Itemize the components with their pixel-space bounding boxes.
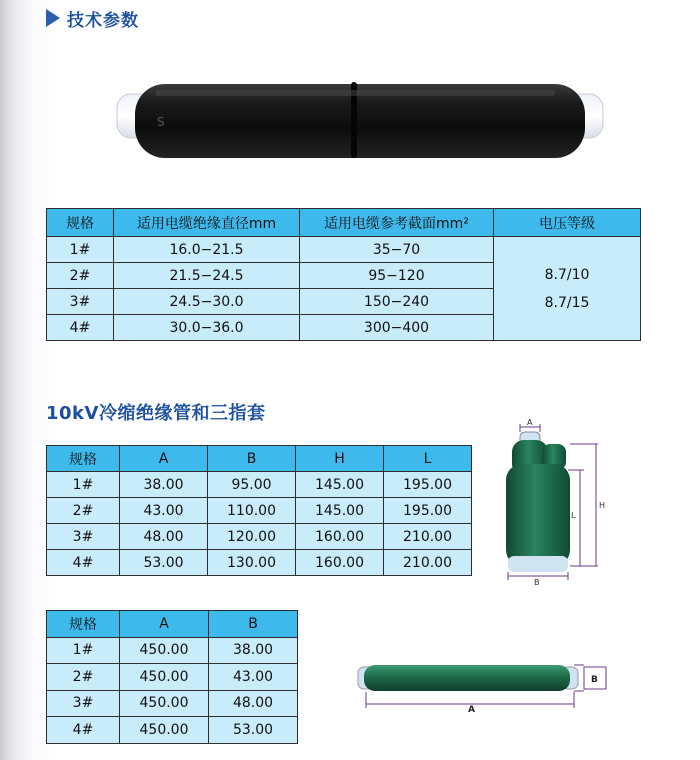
cell-diameter: 24.5−30.0: [114, 289, 300, 315]
table-header-cell: 电压等级: [494, 209, 641, 237]
table-row: [47, 637, 298, 664]
table-header-cell: A: [120, 611, 209, 638]
section-title: 技术参数: [67, 10, 139, 31]
cell-section: 150−240: [300, 289, 494, 315]
table-row: [47, 498, 472, 524]
cell: 3#: [47, 524, 120, 550]
cell: 210.00: [384, 524, 472, 550]
table-row: [47, 690, 298, 717]
cell-section: 300−400: [300, 315, 494, 341]
cell-spec: 4#: [47, 315, 114, 341]
cell: 2#: [47, 664, 120, 691]
svg-text:S: S: [157, 115, 165, 129]
dim-label-a: A: [527, 418, 533, 427]
table-header-cell: B: [209, 611, 298, 638]
table-header-cell: H: [296, 446, 384, 472]
cell: 48.00: [209, 690, 298, 717]
cell-spec: 2#: [47, 263, 114, 289]
table-row: [47, 717, 298, 744]
cell: 450.00: [120, 637, 209, 664]
cell: 130.00: [208, 550, 296, 576]
cell: 160.00: [296, 550, 384, 576]
cell: 53.00: [209, 717, 298, 744]
cell: 95.00: [208, 472, 296, 498]
table-breakout-dimensions: [46, 445, 472, 576]
dim-label-b: B: [534, 578, 540, 586]
table-tube-dimensions: [46, 610, 298, 744]
cell-section: 95−120: [300, 263, 494, 289]
table-row: [47, 664, 298, 691]
cell: 195.00: [384, 498, 472, 524]
table-header-cell: A: [120, 446, 208, 472]
voltage-value: 8.7/15: [544, 294, 590, 311]
insulation-tube-diagram: [352, 658, 612, 714]
table-header-cell: 规格: [47, 209, 114, 237]
cell: 210.00: [384, 550, 472, 576]
table-row: [47, 550, 472, 576]
cell: 2#: [47, 498, 120, 524]
table-header-cell: B: [208, 446, 296, 472]
cell: 145.00: [296, 498, 384, 524]
cell: 38.00: [209, 637, 298, 664]
cell: 1#: [47, 472, 120, 498]
table-row: [47, 524, 472, 550]
cell: 48.00: [120, 524, 208, 550]
cell: 53.00: [120, 550, 208, 576]
table-header-cell: 规格: [47, 611, 120, 638]
dim-label-h: H: [599, 501, 606, 510]
table-header-cell: 适用电缆绝缘直径mm: [114, 209, 300, 237]
cell: 450.00: [120, 664, 209, 691]
table-header-cell: 规格: [47, 446, 120, 472]
cell: 160.00: [296, 524, 384, 550]
cell-section: 35−70: [300, 237, 494, 263]
cell-diameter: 21.5−24.5: [114, 263, 300, 289]
cell: 145.00: [296, 472, 384, 498]
dim-label-l: L: [571, 511, 576, 520]
table-header-cell: 适用电缆参考截面mm²: [300, 209, 494, 237]
cold-shrink-joint-image: [115, 80, 605, 160]
cell-diameter: 30.0−36.0: [114, 315, 300, 341]
voltage-value: 8.7/10: [544, 266, 590, 283]
cell: 4#: [47, 717, 120, 744]
dim-label-a: A: [468, 705, 475, 714]
section-title-cold-shrink-tube: 10kV冷缩绝缘管和三指套: [46, 403, 266, 424]
cell: 450.00: [120, 717, 209, 744]
table-row: [47, 237, 641, 263]
play-arrow-icon: [46, 9, 60, 27]
cell: 4#: [47, 550, 120, 576]
cell: 43.00: [120, 498, 208, 524]
cell: 195.00: [384, 472, 472, 498]
dim-label-b: B: [591, 675, 598, 685]
table-cable-spec: [46, 208, 641, 341]
cell: 43.00: [209, 664, 298, 691]
cell-diameter: 16.0−21.5: [114, 237, 300, 263]
cell-spec: 1#: [47, 237, 114, 263]
cell: 3#: [47, 690, 120, 717]
cell: 1#: [47, 637, 120, 664]
table-row: [47, 472, 472, 498]
cell: 38.00: [120, 472, 208, 498]
cell: 120.00: [208, 524, 296, 550]
cell: 450.00: [120, 690, 209, 717]
cell-spec: 3#: [47, 289, 114, 315]
breakout-boot-diagram: [498, 418, 610, 586]
section-heading-tech-params: [46, 6, 139, 30]
cell-voltage: [494, 237, 641, 341]
cell: 110.00: [208, 498, 296, 524]
table-header-cell: L: [384, 446, 472, 472]
